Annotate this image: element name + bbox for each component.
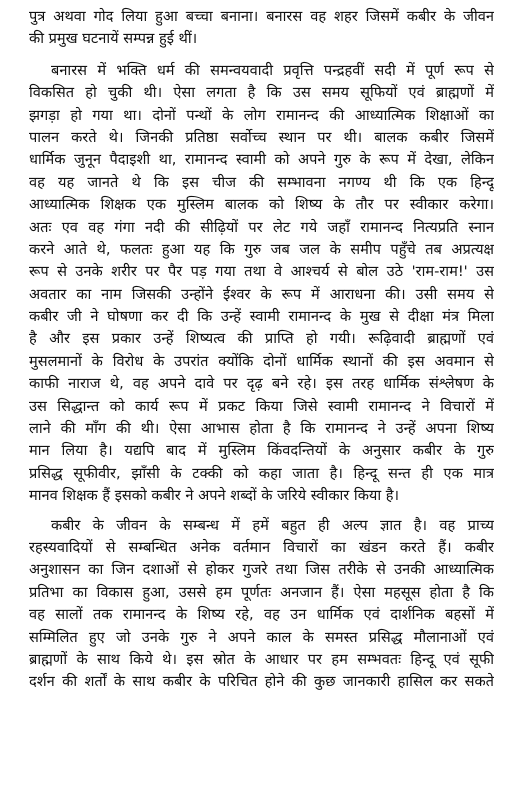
paragraph-2 [29, 60, 494, 508]
text-line: है और इस प्रकार उन्हें शिष्यत्व की प्राप्ति हो गयी। रूढ़िवादी ब्राह्मणों एवं [29, 330, 494, 348]
text-line: मुसलमानों के विरोध के उपरांत क्योंकि दोनों धार्मिक स्थानों की इस अवमान से [29, 352, 494, 370]
text-line: वह सालों तक रामानन्द के शिष्य रहे, वह उन धार्मिक एवं दार्शनिक बहसों में [29, 606, 494, 624]
text-line: बनारस में भक्ति धर्म की समन्वयवादी प्रवृत्ति पन्द्रहवीं सदी में पूर्ण रूप से [51, 61, 494, 79]
text-line: अनुशासन का जिन दशाओं से होकर गुजरे तथा जिस तरीके से उनकी आध्यात्मिक [29, 561, 494, 579]
text-line: कबीर जी ने घोषणा कर दी कि उन्हें स्वामी रामानन्द के मुख से दीक्षा मंत्र मिला [29, 308, 494, 326]
paragraph-3 [29, 515, 494, 694]
text-line: उस सिद्धान्त को कार्य रूप में प्रकट किया जिसे स्वामी रामानन्द ने विचारों में [29, 397, 494, 415]
text-line: प्रतिभा का विकास हुआ, उससे हम पूर्णतः अनजान हैं। ऐसा महसूस होता है कि [29, 583, 494, 601]
text-line: मान लिया है। यद्यपि बाद में मुस्लिम किंवदन्तियों के अनुसार कबीर के गुरु [29, 442, 494, 460]
text-line: लाने की माँग की थी। ऐसा आभास होता है कि रामानन्द ने उन्हें अपना शिष्य [29, 420, 494, 438]
text-line: सम्मिलित हुए जो उनके गुरु ने अपने काल के समस्त प्रसिद्ध मौलानाओं एवं [29, 628, 494, 646]
text-line: काफी नाराज थे, वह अपने दावे पर दृढ़ बने रहे। इस तरह धार्मिक संश्लेषण के [29, 375, 494, 393]
text-line: पालन करते थे। जिनकी प्रतिष्ठा सर्वोच्च स्थान पर थी। बालक कबीर जिसमें [29, 128, 494, 146]
text-line: ब्राह्मणों के साथ किये थे। इस स्रोत के आधार पर हम सम्भवतः हिन्दू एवं सूफी [29, 650, 494, 668]
text-line: रहस्यवादियों से सम्बन्धित अनेक वर्तमान विचारों का खंडन करते हैं। कबीर [29, 538, 494, 556]
text-line: कबीर के जीवन के सम्बन्ध में हमें बहुत ही अल्प ज्ञात है। वह प्राच्य [51, 516, 494, 534]
text-line: करने आते थे, फलतः हुआ यह कि गुरु जब जल के समीप पहुँचे तब अप्रत्यक्ष [29, 240, 494, 258]
text-line: की प्रमुख घटनायें सम्पन्न हुई थीं। [29, 30, 198, 48]
paragraph-1 [29, 6, 494, 51]
text-line: अतः एव वह गंगा नदी की सीढ़ियों पर लेट गये जहाँ रामानन्द नित्यप्रति स्नान [29, 218, 494, 236]
text-line: धार्मिक जुनून पैदाइशी था, रामानन्द स्वामी को अपने गुरु के रूप में देखा, लेकिन [29, 151, 494, 169]
text-line: प्रसिद्ध सूफीवीर, झाँसी के टक्की को कहा जाता है। हिन्दू सन्त ही एक मात्र [29, 464, 494, 482]
text-line: पुत्र अथवा गोद लिया हुआ बच्चा बनाना। बनारस वह शहर जिसमें कबीर के जीवन [29, 8, 494, 25]
text-line: दर्शन की शर्तों के साथ कबीर के परिचित होने की कुछ जानकारी हासिल कर सकते [29, 673, 494, 691]
text-line: झगड़ा हो गया था। दोनों पन्थों के लोग रामानन्द की आध्यात्मिक शिक्षाओं का [29, 106, 494, 124]
text-line: विकसित हो चुकी थी। ऐसा लगता है कि उस समय सूफियों एवं ब्राह्मणों में [29, 84, 494, 102]
text-line: आध्यात्मिक शिक्षक एक मुस्लिम बालक को शिष्य के तौर पर स्वीकार करेगा। [29, 196, 494, 214]
text-line: मानव शिक्षक हैं इसको कबीर ने अपने शब्दों के जरिये स्वीकार किया है। [29, 487, 400, 505]
text-line: वह यह जानते थे कि इस चीज की सम्भावना नगण्य थी कि एक हिन्दू [29, 173, 494, 191]
text-line: रूप से उनके शरीर पर पैर पड़ गया तथा वे आश्चर्य से बोल उठे 'राम-राम!' उस [29, 263, 494, 281]
text-line: अवतार का नाम जिसकी उन्होंने ईश्वर के रूप में आराधना की। उसी समय से [29, 285, 494, 303]
